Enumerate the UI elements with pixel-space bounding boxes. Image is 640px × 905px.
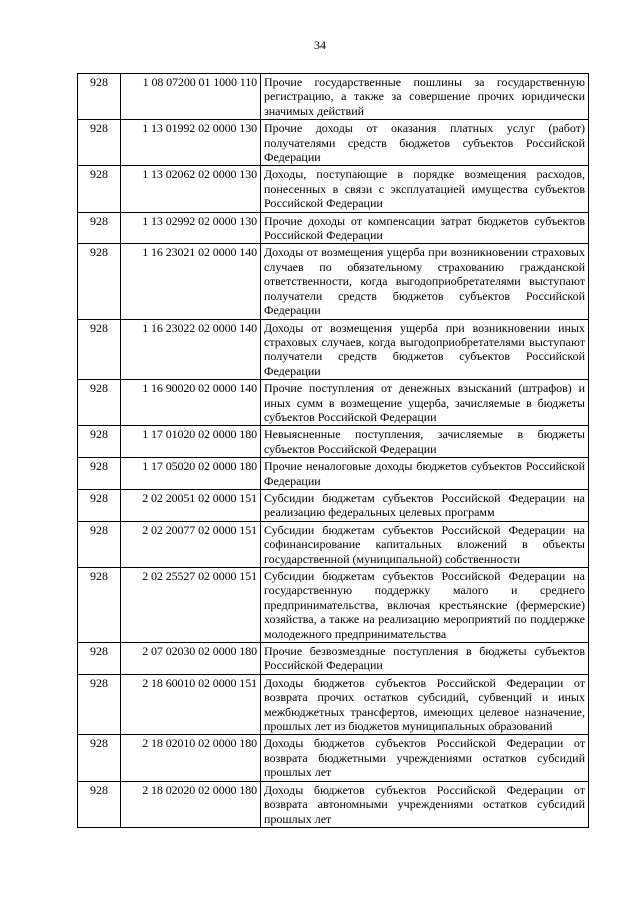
budget-code-cell: 1 16 90020 02 0000 140: [121, 380, 261, 426]
table-body: [78, 74, 589, 828]
budget-code-cell: 1 08 07200 01 1000 110: [121, 74, 261, 120]
budget-code-cell: 1 17 05020 02 0000 180: [121, 458, 261, 490]
table-row: [78, 426, 589, 458]
budget-code-cell: 2 02 20077 02 0000 151: [121, 521, 261, 567]
admin-code-cell: 928: [78, 319, 121, 380]
revenue-name-cell: Доходы бюджетов субъектов Российской Федерации от возврата бюджетными учреждениями остатков субсидий прошлых лет: [261, 735, 589, 781]
admin-code-cell: 928: [78, 674, 121, 735]
table-row: [78, 74, 589, 120]
admin-code-cell: 928: [78, 568, 121, 643]
revenue-name-cell: Доходы от возмещения ущерба при возникновении иных страховых случаев, когда выгодоприобретателями выступают получатели средств бюджетов субъектов Российской Федерации: [261, 319, 589, 380]
table-row: [78, 489, 589, 521]
table-row: [78, 781, 589, 827]
admin-code-cell: 928: [78, 521, 121, 567]
admin-code-cell: 928: [78, 735, 121, 781]
revenue-classification-table: [77, 73, 589, 828]
budget-code-cell: 1 13 02062 02 0000 130: [121, 166, 261, 212]
budget-code-cell: 1 13 02992 02 0000 130: [121, 212, 261, 244]
table-row: [78, 458, 589, 490]
revenue-name-cell: Субсидии бюджетам субъектов Российской Федерации на государственную поддержку малого и среднего предпринимательства, включая крестьянские (фермерские) хозяйства, а также на реализацию мероприятий по поддержке молодежного предпринимательства: [261, 568, 589, 643]
revenue-name-cell: Субсидии бюджетам субъектов Российской Федерации на софинансирование капитальных вложений в объекты государственной (муниципальной) собственности: [261, 521, 589, 567]
budget-code-cell: 2 07 02030 02 0000 180: [121, 643, 261, 675]
admin-code-cell: 928: [78, 426, 121, 458]
revenue-name-cell: Прочие неналоговые доходы бюджетов субъектов Российской Федерации: [261, 458, 589, 490]
table-row: [78, 643, 589, 675]
admin-code-cell: 928: [78, 781, 121, 827]
admin-code-cell: 928: [78, 458, 121, 490]
admin-code-cell: 928: [78, 166, 121, 212]
table-row: [78, 244, 589, 319]
table-row: [78, 212, 589, 244]
admin-code-cell: 928: [78, 244, 121, 319]
revenue-name-cell: Прочие безвозмездные поступления в бюджеты субъектов Российской Федерации: [261, 643, 589, 675]
table-row: [78, 674, 589, 735]
budget-code-cell: 2 18 02020 02 0000 180: [121, 781, 261, 827]
table-row: [78, 166, 589, 212]
admin-code-cell: 928: [78, 380, 121, 426]
admin-code-cell: 928: [78, 120, 121, 166]
revenue-name-cell: Субсидии бюджетам субъектов Российской Федерации на реализацию федеральных целевых программ: [261, 489, 589, 521]
budget-code-cell: 2 18 60010 02 0000 151: [121, 674, 261, 735]
table-row: [78, 735, 589, 781]
revenue-name-cell: Прочие доходы от оказания платных услуг (работ) получателями средств бюджетов субъектов Российской Федерации: [261, 120, 589, 166]
table-row: [78, 380, 589, 426]
table-row: [78, 120, 589, 166]
budget-code-cell: 1 16 23022 02 0000 140: [121, 319, 261, 380]
budget-code-cell: 1 17 01020 02 0000 180: [121, 426, 261, 458]
admin-code-cell: 928: [78, 489, 121, 521]
revenue-name-cell: Доходы бюджетов субъектов Российской Федерации от возврата автономными учреждениями остатков субсидий прошлых лет: [261, 781, 589, 827]
table-row: [78, 319, 589, 380]
revenue-name-cell: Доходы от возмещения ущерба при возникновении страховых случаев по обязательному страхованию гражданской ответственности, когда выгодоприобретателями выступают получатели средств бюджетов субъектов Российской Федерации: [261, 244, 589, 319]
revenue-name-cell: Прочие государственные пошлины за государственную регистрацию, а также за совершение прочих юридически значимых действий: [261, 74, 589, 120]
budget-code-cell: 2 02 20051 02 0000 151: [121, 489, 261, 521]
budget-code-cell: 2 02 25527 02 0000 151: [121, 568, 261, 643]
revenue-name-cell: Прочие доходы от компенсации затрат бюджетов субъектов Российской Федерации: [261, 212, 589, 244]
revenue-name-cell: Невыясненные поступления, зачисляемые в бюджеты субъектов Российской Федерации: [261, 426, 589, 458]
page-number: 34: [314, 38, 326, 52]
revenue-name-cell: Доходы, поступающие в порядке возмещения расходов, понесенных в связи с эксплуатацией имущества субъектов Российской Федерации: [261, 166, 589, 212]
table-row: [78, 568, 589, 643]
budget-code-cell: 2 18 02010 02 0000 180: [121, 735, 261, 781]
admin-code-cell: 928: [78, 643, 121, 675]
admin-code-cell: 928: [78, 212, 121, 244]
table-row: [78, 521, 589, 567]
budget-code-cell: 1 16 23021 02 0000 140: [121, 244, 261, 319]
admin-code-cell: 928: [78, 74, 121, 120]
revenue-name-cell: Доходы бюджетов субъектов Российской Федерации от возврата прочих остатков субсидий, субвенций и иных межбюджетных трансфертов, имеющих целевое назначение, прошлых лет из бюджетов муниципальных образований: [261, 674, 589, 735]
revenue-name-cell: Прочие поступления от денежных взысканий (штрафов) и иных сумм в возмещение ущерба, зачисляемые в бюджеты субъектов Российской Федерации: [261, 380, 589, 426]
budget-code-cell: 1 13 01992 02 0000 130: [121, 120, 261, 166]
